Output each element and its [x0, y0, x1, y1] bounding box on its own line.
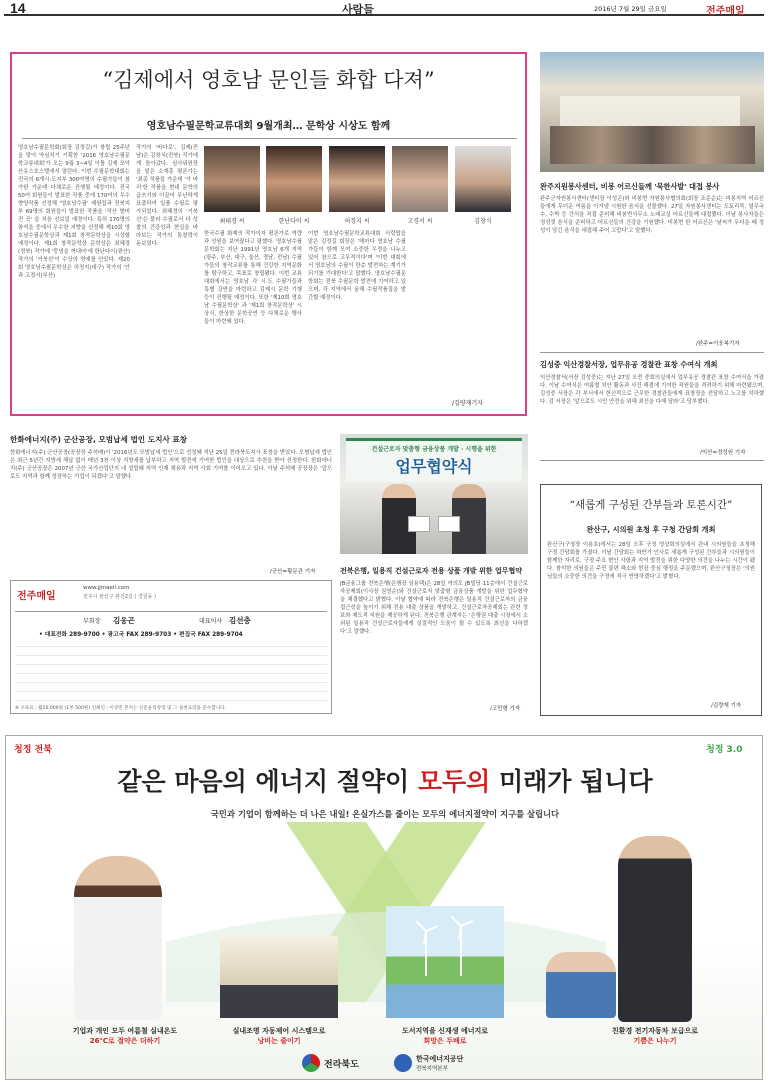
wanju-title: 완주지원봉사센터, 비봉 어르신들께 '묵한사발' 대접 봉사 — [540, 182, 720, 191]
ad-caption-4-a: 친환경 전기자동차 보급으로 — [611, 1027, 699, 1035]
energy-ad — [5, 735, 763, 1080]
section-name: 사람들 — [342, 3, 374, 16]
ad-caption-1-a: 기업과 개인 모두 여름철 실내온도 — [72, 1027, 178, 1035]
portrait-4 — [392, 146, 448, 212]
police-title: 김성중 익산경찰서장, 업무유공 경찰관 표창 수여식 개최 — [540, 360, 718, 369]
ad-caption-2-b: 낭비는 줄이기 — [257, 1037, 301, 1045]
publisher-name: 김웅곤 — [113, 616, 135, 625]
ad-headline-c: 미래가 됩니다 — [490, 767, 653, 796]
column-box — [540, 484, 762, 716]
ad-caption-3-b: 희망은 두배로 — [423, 1037, 467, 1045]
bank-banner-big: 업무협약식 — [395, 457, 473, 476]
bank-photo — [340, 434, 528, 554]
hanwha-byline: /군산=황문관 기자 — [270, 569, 316, 575]
masthead-footnote: ※ 구독료 : 월10,000원 (1부 500원) 인쇄인 : 이상민 본지는 신문윤리강령 및 그 실천요강을 준수합니다. — [15, 706, 227, 711]
bank-byline: /고민형 기자 — [490, 706, 521, 712]
sponsor-energy-agency — [394, 1052, 504, 1076]
masthead-url: www.jjmaeil.com — [83, 585, 130, 591]
portrait-3 — [329, 146, 385, 212]
ad-caption-3-a: 도서지역을 신재생 에너지로 — [401, 1027, 489, 1035]
column-title: “새롭게 구성된 간부들과 토론시간” — [569, 499, 733, 511]
jeonbuk-logo-icon — [302, 1054, 320, 1072]
feature-subtitle: 영호남수필문학교류대회 9월개최… 문학상 시상도 함께 — [146, 121, 391, 132]
ad-image-office — [220, 936, 338, 1018]
ceo-name: 김선충 — [229, 616, 251, 625]
column-byline: /김량재 기자 — [711, 703, 742, 709]
paper-name: 전주매일 — [706, 6, 745, 17]
column-body: 완산구(구청장 이용호)에서는 28일 오후 구청 영상회의실에서 관내 시의원들을 초청해 구정 간담회를 가졌다. 이날 간담회는 하반기 인사로 새롭게 구성된 간부들과 시의원들이 함께한 자리로, 구정 주요 현안 사항과 지역 발전을 위한 다양한 의견을 나누는 시간이 됐다. 참석한 의원들은 주민 불편 해소와 현장 중심 행정을 주문했으며, 완산구청장은 '의원님들의 소중한 의견을 구정에 적극 반영하겠다'고 밝혔다. — [547, 542, 755, 580]
ad-image-kids — [546, 952, 616, 1018]
police-body: 익산경찰서(서장 김성중)는 지난 27일 오전 중회의실에서 업무유공 경찰관 표창 수여식을 가졌다. 이날 수여식은 여름철 치안 활동과 사건 해결에 기여한 직원들을 격려하기 위해 마련됐으며, 김성중 서장은 각 부서에서 헌신적으로 근무한 경찰관들에게 표창장을 전달하고 노고를 치하했다. 김 서장은 '앞으로도 시민 안전을 위해 최선을 다해 달라'고 당부했다. — [540, 375, 764, 405]
ad-caption-2 — [214, 1026, 344, 1046]
hanwha-title: 한화에너지(주) 군산공장, 모범납세 법인 도지사 표창 — [10, 435, 188, 444]
publisher-label: 부회장 — [83, 618, 101, 625]
portrait-caption-2: 한난다이 씨 — [278, 218, 310, 225]
wanju-photo — [540, 52, 764, 172]
ad-image-island — [386, 906, 504, 1018]
portrait-caption-1: 최태경 씨 — [219, 218, 245, 225]
ad-caption-3 — [378, 1026, 512, 1046]
ad-caption-2-a: 실내조명 자동제어 시스템으로 — [232, 1027, 326, 1035]
feature-article — [10, 52, 527, 416]
portrait-5 — [455, 146, 511, 212]
sponsor-energy-agency-sub: 전북지역본부 — [416, 1066, 448, 1072]
feature-title: “김제에서 영호남 문인들 화합 다져” — [102, 68, 435, 92]
portrait-1 — [204, 146, 260, 212]
feature-byline: /김량재기자 — [452, 400, 484, 407]
masthead-logo: 전주매일 — [17, 591, 56, 602]
hanwha-body: 한화에너지(주) 군산공장(공장장 주석배)이 '2016년도 모범납세 법인'으로 선정돼 지난 25일 전라북도지사 표창을 받았다. 모범납세 법인은 최근 5년간 지방세 체납 없이 매년 3천 이상 지방세를 납부하고 지역 발전에 기여한 법인을 대상으로 추천을 받아 선정한다. 한화에너지(주) 군산공장은 2007년 군산 국가산업단지 내 설립돼 지역 인재 채용과 지역 사회 기여를 이어오고 있다. 이날 주석배 공장장은 '앞으로도 지역과 함께 성장하는 기업이 되겠다'고 말했다. — [10, 450, 332, 480]
portrait-caption-4: 고경서 씨 — [407, 218, 433, 225]
ad-image-ev — [618, 836, 692, 1022]
masthead-phones: • 대표전화 289-9700 • 광고국 FAX 289-9703 • 편집국 FAX 289-9704 — [39, 632, 243, 638]
masthead-address: 전주시 완산구 관선2길 ( 경원동 ) — [83, 594, 156, 600]
sponsor-jeonbuk — [302, 1052, 382, 1076]
ad-headline — [6, 762, 763, 798]
masthead-box — [10, 580, 332, 714]
ad-caption-4-b: 기쁨은 나누기 — [633, 1037, 677, 1045]
wanju-byline: /완주=이웅복기자 — [696, 341, 740, 347]
feature-col2: 작가의 '바다로', 김제(전남)은 김창식(전북) 작가에게 돌아갔다. 심사위원장을 맡은 소재훈 평론가는 '최종 작품들 가운데 '가 바리'한 작품을 현대 문학의 글쓰기와 이끌어 무난하게 표출하여 일품 수필로 평가되었다. 최혜경의 '거북선'은 물러 수필로서 다 성찰의 건강성과 현실을 바라보는 작가의 통찰력이 돋보였다. — [136, 145, 198, 247]
ad-brand-left: 청정 전북 — [14, 745, 52, 755]
police-byline: /익산=정성원 기자 — [700, 450, 746, 456]
sponsor-jeonbuk-name: 전라북도 — [324, 1060, 359, 1070]
feature-col1: 영호남수필문학회(회장 김정길)가 창립 25주년을 맞아 약심처기 기획한 '2016 영호남수필문학교류대회'가 오는 9월 3~4일 이틀 김제 모악산유스호스텔에서 열린다. 이번 수필문학대회는 전국의 6개시·도지부 300여명의 수필가들이 참가한 가운데 다채로운 진행될 예정이다. 전국 50여 회원들이 발표한 작품 중에 170여의 우수 향양작품 선정해 '영호남수필' 제원집과 전북지부 69명의 회원들이 발표한 작품을 '작산 밭머 전 곳' 을 처음 선보일 예정이다. 특히 170명의 참석을 중에서 우수한 지향을 선정해 제10회 영호남수필문학상과 제1회 창작문학상을 시상할 예정이다. 제1회 창작문학상 문학상은 최혜경(경북) 작가에 '뚱냉을 꺼내어'에 한난다이(광산) 작가의 '거북선'이 수상의 영예를 안았다. 제20회 영호남수필문학상은 허정지(대구) 작가의 '안과 고경서(부산) — [18, 145, 130, 279]
feature-col3: 한국수필 화제의 작가이자 평론가로 역량과 성원을 보여줬다고 평했다. 영호남수필문학회는 지난 1991년 영호남 6개 지역(광주, 부산, 대구, 울산, 경남, 전남) 수필가들의 창작교류를 통해 건강한 지역문화를 탐구하고, 목표로 창립됐다. 이번 교류대회에서는 영호남 각 시·도 수필가들과 특별 강연을 마련하고 김제시 문학 기행 등이 진행될 예정이다. 또한 '제10회 영호남 수필문학상' 과 '제1회 창작문학상' 시상식, 한상한 문학공연 등 다채로운 행사들이 마련돼 있다. — [204, 231, 302, 325]
bank-body: JB금융그룹 전북은행(은행장 임용택)은 28일 여의도 JB빌딩 11층에서 건설근로자공제회(이사장 권영순)와 건설근로자 맞춤형 금융상품 개발을 위한 업무협약을 체결했다고 밝혔다. 이날 협약에 따라 전북은행은 일용직 건설근로자의 금융 접근성을 높이기 위해 전용 대출 상품을 개발하고, 건설근로자공제회는 관련 정보와 제도적 지원을 제공하게 된다. 전북은행 관계자는 '은행권 대출 시장에서 소외된 일용직 건설근로자들에게 실질적인 도움이 될 수 있도록 최선을 다하겠다'고 말했다. — [340, 581, 528, 635]
column-subtitle: 완산구, 시의원 초청 후 구청 간담회 개최 — [586, 525, 716, 534]
ad-caption-1 — [50, 1026, 200, 1046]
ad-caption-4 — [580, 1026, 730, 1046]
ad-brand-right: 청정 3.0 — [706, 745, 743, 755]
wanju-body: 완주군자원봉사센터(센터장 이성곤)와 비봉면 자원봉사협의회(회장 조준순)는 비봉지역 어르신들에게 무더운 여름을 이겨낼 시원한 음식을 선물했다. 27일 자원봉사센터는 도토리묵, 열무국수, 수박 등 간식을 직접 준비해 비봉면사무소 노래교실 어르신들께 대접했다. 이날 봉사자들은 정성껏 음식을 준비하고 어르신들의 건강을 기원했다. 비봉면 한 어르신은 '날씨가 무더운 때 정성이 담긴 음식을 대접해 주어 고맙다'고 말했다. — [540, 196, 764, 234]
page-number: 14 — [10, 0, 26, 16]
ad-headline-b: 모두의 — [417, 767, 491, 796]
issue-date: 2016년 7월 29일 금요일 — [594, 5, 667, 13]
ad-headline-a: 같은 마음의 에너지 절약이 — [117, 767, 418, 796]
energy-agency-logo-icon — [394, 1054, 412, 1072]
ad-subline: 국민과 기업이 함께하는 더 나은 내일! 온실가스를 줄이는 모두의 에너지절약이 지구를 살립니다 — [210, 809, 560, 819]
portrait-caption-5: 김창식 — [474, 218, 492, 225]
feature-col4: 이번 영호남수필문학교류대회 사령탑을 맡은 김정길 회장은 '해마다 영호남 수필가들이 함께 모여 소중한 우정을 나누고 있어 참으로 고무적이다'며 '이번 대회에서 영호남의 수필이 한층 발전하는 계기가 되기를 기대한다'고 말했다. 영호남수필문학회는 전북 수필문학 발전에 기여하고 있으며, 각 지역에서 올해 수필작품집을 발간할 예정이다. — [308, 231, 406, 301]
portrait-2 — [266, 146, 322, 212]
ad-image-woman — [74, 856, 162, 1020]
sponsor-energy-agency-name: 한국에너지공단 — [416, 1055, 464, 1063]
portrait-caption-3: 허정지 씨 — [344, 218, 370, 225]
bank-title: 전북은행, 일용직 건설근로자 전용 상품 개발 위한 업무협약 — [340, 567, 523, 575]
masthead-directory — [15, 641, 327, 703]
bank-banner-small: 건설근로자 맞춤형 금융상품 개발 · 시행을 위한 — [371, 446, 497, 453]
ceo-label: 대표이사 — [199, 618, 223, 625]
feature-col5 — [412, 230, 518, 400]
ad-caption-1-b: 26℃로 절약은 더하기 — [89, 1037, 161, 1045]
